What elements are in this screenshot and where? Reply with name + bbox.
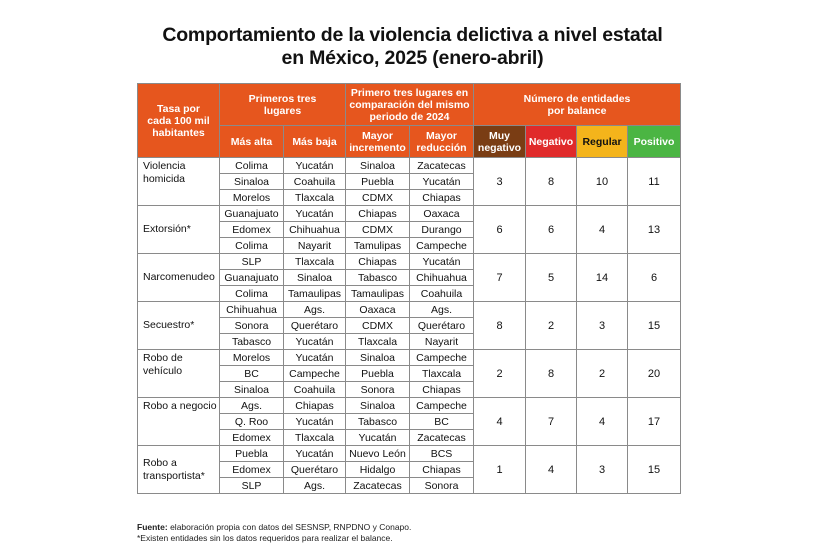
lowest-state-cell: Tamaulipas <box>284 286 346 302</box>
footnote: *Existen entidades sin los datos requeridos para realizar el balance. <box>137 533 393 543</box>
highest-state-cell: Tabasco <box>220 334 284 350</box>
highest-state-cell: Ags. <box>220 398 284 414</box>
increase-state-cell: Tlaxcala <box>346 334 410 350</box>
regular-count: 10 <box>577 158 628 206</box>
lowest-state-cell: Nayarit <box>284 238 346 254</box>
source-line <box>137 522 411 533</box>
highest-state-cell: Morelos <box>220 350 284 366</box>
highest-state-cell: Guanajuato <box>220 206 284 222</box>
increase-state-cell: Nuevo León <box>346 446 410 462</box>
increase-state-cell: Oaxaca <box>346 302 410 318</box>
crime-category: Secuestro* <box>138 302 220 350</box>
lowest-state-cell: Coahuila <box>284 174 346 190</box>
increase-state-cell: Sinaloa <box>346 398 410 414</box>
highest-state-cell: Chihuahua <box>220 302 284 318</box>
regular-count: 4 <box>577 398 628 446</box>
positive-count: 13 <box>628 206 681 254</box>
increase-state-cell: Chiapas <box>346 254 410 270</box>
lowest-state-cell: Campeche <box>284 366 346 382</box>
positive-count: 15 <box>628 302 681 350</box>
reduction-state-cell: Ags. <box>410 302 474 318</box>
regular-count: 4 <box>577 206 628 254</box>
negative-count: 2 <box>526 302 577 350</box>
lowest-state-cell: Yucatán <box>284 446 346 462</box>
lowest-state-cell: Chihuahua <box>284 222 346 238</box>
header-positive: Positivo <box>628 126 681 158</box>
reduction-state-cell: Chiapas <box>410 382 474 398</box>
crime-category: Narcomenudeo <box>138 254 220 302</box>
negative-count: 8 <box>526 158 577 206</box>
reduction-state-cell: Chiapas <box>410 462 474 478</box>
increase-state-cell: CDMX <box>346 190 410 206</box>
highest-state-cell: Morelos <box>220 190 284 206</box>
negative-count: 6 <box>526 206 577 254</box>
highest-state-cell: Q. Roo <box>220 414 284 430</box>
highest-state-cell: Edomex <box>220 222 284 238</box>
table-body <box>138 158 681 494</box>
lowest-state-cell: Tlaxcala <box>284 430 346 446</box>
very-negative-count: 6 <box>474 206 526 254</box>
source-label: Fuente: <box>137 522 168 532</box>
reduction-state-cell: Sonora <box>410 478 474 494</box>
lowest-state-cell: Yucatán <box>284 206 346 222</box>
very-negative-count: 2 <box>474 350 526 398</box>
lowest-state-cell: Sinaloa <box>284 270 346 286</box>
header-highest: Más alta <box>220 126 284 158</box>
reduction-state-cell: Chihuahua <box>410 270 474 286</box>
increase-state-cell: Tabasco <box>346 270 410 286</box>
header-increase: Mayor incremento <box>346 126 410 158</box>
reduction-state-cell: Querétaro <box>410 318 474 334</box>
negative-count: 7 <box>526 398 577 446</box>
reduction-state-cell: Tlaxcala <box>410 366 474 382</box>
reduction-state-cell: Campeche <box>410 238 474 254</box>
very-negative-count: 3 <box>474 158 526 206</box>
reduction-state-cell: Yucatán <box>410 174 474 190</box>
increase-state-cell: Sinaloa <box>346 158 410 174</box>
table-row <box>138 398 681 414</box>
crime-category: Robo a transportista* <box>138 446 220 494</box>
reduction-state-cell: Zacatecas <box>410 158 474 174</box>
reduction-state-cell: Oaxaca <box>410 206 474 222</box>
lowest-state-cell: Yucatán <box>284 158 346 174</box>
crime-category: Robo de vehículo <box>138 350 220 398</box>
regular-count: 14 <box>577 254 628 302</box>
increase-state-cell: Zacatecas <box>346 478 410 494</box>
lowest-state-cell: Tlaxcala <box>284 190 346 206</box>
positive-count: 20 <box>628 350 681 398</box>
increase-state-cell: Hidalgo <box>346 462 410 478</box>
highest-state-cell: SLP <box>220 254 284 270</box>
highest-state-cell: Colima <box>220 238 284 254</box>
highest-state-cell: Colima <box>220 158 284 174</box>
negative-count: 8 <box>526 350 577 398</box>
header-regular: Regular <box>577 126 628 158</box>
reduction-state-cell: Nayarit <box>410 334 474 350</box>
highest-state-cell: SLP <box>220 478 284 494</box>
increase-state-cell: Sinaloa <box>346 350 410 366</box>
increase-state-cell: Puebla <box>346 366 410 382</box>
table-row <box>138 446 681 462</box>
positive-count: 11 <box>628 158 681 206</box>
lowest-state-cell: Yucatán <box>284 414 346 430</box>
crime-category: Extorsión* <box>138 206 220 254</box>
positive-count: 17 <box>628 398 681 446</box>
reduction-state-cell: Campeche <box>410 350 474 366</box>
header-lowest: Más baja <box>284 126 346 158</box>
reduction-state-cell: BCS <box>410 446 474 462</box>
lowest-state-cell: Ags. <box>284 478 346 494</box>
table-row <box>138 206 681 222</box>
increase-state-cell: Chiapas <box>346 206 410 222</box>
lowest-state-cell: Tlaxcala <box>284 254 346 270</box>
highest-state-cell: Sinaloa <box>220 174 284 190</box>
highest-state-cell: Sonora <box>220 318 284 334</box>
lowest-state-cell: Querétaro <box>284 318 346 334</box>
table-row <box>138 158 681 174</box>
table-row <box>138 254 681 270</box>
lowest-state-cell: Yucatán <box>284 350 346 366</box>
reduction-state-cell: Durango <box>410 222 474 238</box>
highest-state-cell: Puebla <box>220 446 284 462</box>
very-negative-count: 4 <box>474 398 526 446</box>
increase-state-cell: Tamulipas <box>346 238 410 254</box>
crime-category: Violencia homicida <box>138 158 220 206</box>
highest-state-cell: Sinaloa <box>220 382 284 398</box>
increase-state-cell: Tabasco <box>346 414 410 430</box>
lowest-state-cell: Querétaro <box>284 462 346 478</box>
very-negative-count: 1 <box>474 446 526 494</box>
increase-state-cell: Tamaulipas <box>346 286 410 302</box>
chart-title <box>0 24 825 70</box>
increase-state-cell: Yucatán <box>346 430 410 446</box>
negative-count: 4 <box>526 446 577 494</box>
header-negative: Negativo <box>526 126 577 158</box>
regular-count: 3 <box>577 446 628 494</box>
header-comparison: Primero tres lugares en comparación del mismo periodo de 2024 <box>346 84 474 126</box>
reduction-state-cell: Coahuila <box>410 286 474 302</box>
positive-count: 6 <box>628 254 681 302</box>
source-text: elaboración propia con datos del SESNSP, RNPDNO y Conapo. <box>170 522 412 532</box>
very-negative-count: 8 <box>474 302 526 350</box>
header-reduction: Mayor reducción <box>410 126 474 158</box>
reduction-state-cell: BC <box>410 414 474 430</box>
highest-state-cell: Colima <box>220 286 284 302</box>
highest-state-cell: BC <box>220 366 284 382</box>
crime-category: Robo a negocio <box>138 398 220 446</box>
increase-state-cell: CDMX <box>346 318 410 334</box>
title-line-2: en México, 2025 (enero-abril) <box>281 47 544 69</box>
highest-state-cell: Guanajuato <box>220 270 284 286</box>
negative-count: 5 <box>526 254 577 302</box>
increase-state-cell: Puebla <box>346 174 410 190</box>
header-balance: Número de entidades por balance <box>474 84 681 126</box>
table-row <box>138 350 681 366</box>
footer <box>137 522 411 544</box>
very-negative-count: 7 <box>474 254 526 302</box>
increase-state-cell: CDMX <box>346 222 410 238</box>
reduction-state-cell: Chiapas <box>410 190 474 206</box>
increase-state-cell: Sonora <box>346 382 410 398</box>
title-line-1: Comportamiento de la violencia delictiva a nivel estatal <box>162 24 663 46</box>
lowest-state-cell: Yucatán <box>284 334 346 350</box>
positive-count: 15 <box>628 446 681 494</box>
regular-count: 3 <box>577 302 628 350</box>
reduction-state-cell: Zacatecas <box>410 430 474 446</box>
reduction-state-cell: Campeche <box>410 398 474 414</box>
regular-count: 2 <box>577 350 628 398</box>
reduction-state-cell: Yucatán <box>410 254 474 270</box>
header-very-negative: Muy negativo <box>474 126 526 158</box>
header-top3: Primeros tres lugares <box>220 84 346 126</box>
highest-state-cell: Edomex <box>220 462 284 478</box>
violence-table <box>137 83 681 494</box>
header-rate: Tasa por cada 100 mil habitantes <box>138 84 220 158</box>
lowest-state-cell: Chiapas <box>284 398 346 414</box>
highest-state-cell: Edomex <box>220 430 284 446</box>
lowest-state-cell: Coahuila <box>284 382 346 398</box>
table-row <box>138 302 681 318</box>
lowest-state-cell: Ags. <box>284 302 346 318</box>
